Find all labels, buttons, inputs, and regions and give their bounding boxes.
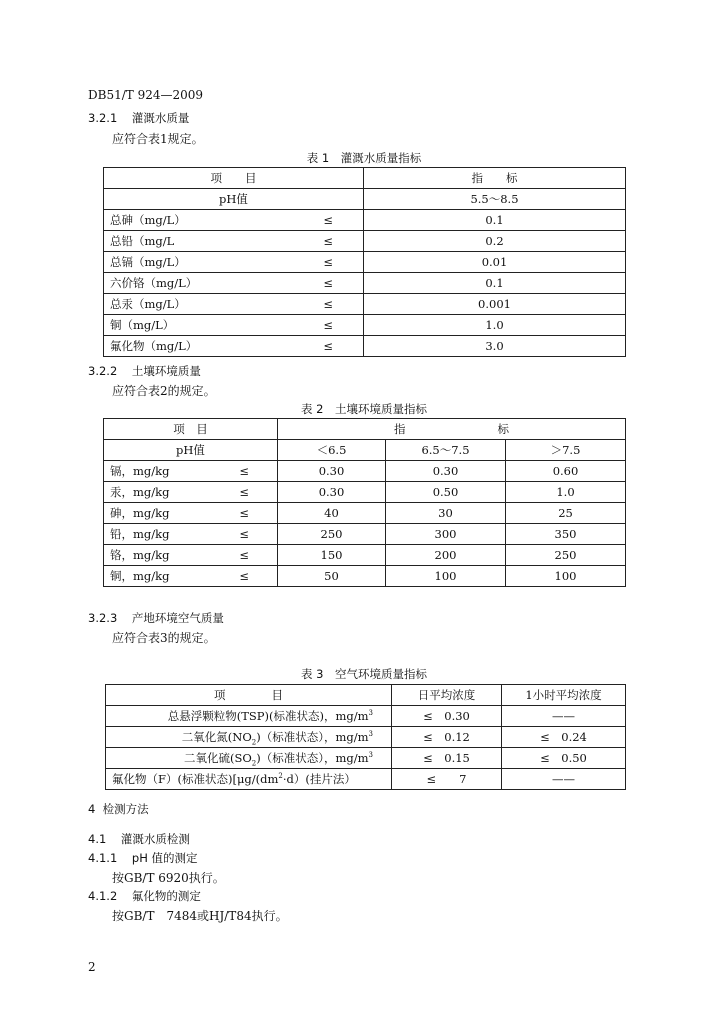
row-label: 总悬浮颗粒物(TSP)(标准状态)，$mg/m^3$ <box>106 706 392 727</box>
row-label: 镉，mg/kg <box>110 464 170 478</box>
header-cell: 日平均浓度 <box>392 685 502 706</box>
row-operator: ≤ <box>239 464 249 478</box>
section-4-heading <box>88 801 149 817</box>
cell-value: 250 <box>506 545 626 566</box>
table-row <box>104 273 626 294</box>
cell-value: 30 <box>386 503 506 524</box>
row-value: 0.01 <box>364 252 626 273</box>
section-number: 4.1.1 <box>88 851 118 865</box>
row-value: 5.5～8.5 <box>364 189 626 210</box>
header-cell: 指 标 <box>278 419 626 440</box>
table-row <box>104 503 626 524</box>
row-label: 铜，mg/kg <box>110 569 170 583</box>
section-title: 土壤环境质量 <box>131 364 201 378</box>
row-operator: ≤ <box>323 297 333 311</box>
cell-value: 0.30 <box>386 461 506 482</box>
row-value: 0.1 <box>364 210 626 231</box>
section-number: 4 <box>88 802 96 816</box>
cell-value: 100 <box>386 566 506 587</box>
row-label: pH值 <box>104 189 364 210</box>
cell-value: 150 <box>278 545 386 566</box>
row-label: 六价铬（mg/L） <box>110 276 198 290</box>
row-label: 汞，mg/kg <box>110 485 170 499</box>
table-3-caption: 表 3 空气环境质量指标 <box>301 667 427 681</box>
cell-value: 50 <box>278 566 386 587</box>
header-cell: 项 目 <box>104 168 364 189</box>
row-value: 0.2 <box>364 231 626 252</box>
table-row <box>104 294 626 315</box>
row-label: 砷，mg/kg <box>110 506 170 520</box>
section-3-2-1-heading <box>88 110 189 126</box>
table-row <box>104 210 626 231</box>
header-cell: 1小时平均浓度 <box>502 685 626 706</box>
section-title: 灌溉水质量 <box>131 111 190 125</box>
section-number: 3.2.3 <box>88 611 118 625</box>
cell-value: 350 <box>506 524 626 545</box>
row-label: 氟化物（mg/L） <box>110 339 198 353</box>
header-cell: 项 目 <box>104 419 278 440</box>
row-value: 0.001 <box>364 294 626 315</box>
section-title: 检测方法 <box>102 802 149 816</box>
cell-value: 0.50 <box>386 482 506 503</box>
row-label: 铬，mg/kg <box>110 548 170 562</box>
table-3 <box>105 684 626 790</box>
daily-value: ≤ 0.12 <box>392 727 502 748</box>
section-3-2-3-text: 应符合表3的规定。 <box>112 631 216 645</box>
section-number: 3.2.1 <box>88 111 118 125</box>
table-row <box>104 524 626 545</box>
section-number: 4.1 <box>88 832 107 846</box>
ph-range-cell: ＜6.5 <box>278 440 386 461</box>
cell-value: 200 <box>386 545 506 566</box>
row-operator: ≤ <box>323 234 333 248</box>
row-label: 总镉（mg/L） <box>110 255 186 269</box>
hourly-value: —— <box>502 706 626 727</box>
section-3-2-2-text: 应符合表2的规定。 <box>112 384 216 398</box>
cell-value: 0.30 <box>278 461 386 482</box>
row-label: 总铅（mg/L <box>110 234 175 248</box>
table-1 <box>103 167 626 357</box>
table-row <box>104 252 626 273</box>
row-operator: ≤ <box>323 318 333 332</box>
row-label: 铅，mg/kg <box>110 527 170 541</box>
page-number: 2 <box>88 960 96 974</box>
table-row <box>104 440 626 461</box>
cell-value: 250 <box>278 524 386 545</box>
table-2 <box>103 418 626 587</box>
cell-value: 1.0 <box>506 482 626 503</box>
row-operator: ≤ <box>239 569 249 583</box>
cell-value: 300 <box>386 524 506 545</box>
row-label: 二氧化硫$(SO_2)$（标准状态），$mg/m^3$ <box>106 748 392 769</box>
table-1-caption: 表 1 灌溉水质量指标 <box>306 151 422 165</box>
row-operator: ≤ <box>323 213 333 227</box>
section-4-1-2-heading <box>88 888 201 904</box>
table-header-row <box>104 419 626 440</box>
section-4-1-heading <box>88 831 190 847</box>
cell-value: 40 <box>278 503 386 524</box>
hourly-value: ≤ 0.24 <box>502 727 626 748</box>
table-row <box>104 566 626 587</box>
table-row <box>104 315 626 336</box>
row-operator: ≤ <box>323 276 333 290</box>
section-4-1-2-text: 按GB/T 7484或HJ/T84执行。 <box>112 909 288 923</box>
cell-value: 0.30 <box>278 482 386 503</box>
ph-range-cell: 6.5～7.5 <box>386 440 506 461</box>
hourly-value: —— <box>502 769 626 790</box>
table-header-row <box>106 685 626 706</box>
section-title: 灌溉水质检测 <box>120 832 190 846</box>
row-label: 总砷（mg/L） <box>110 213 186 227</box>
section-4-1-1-text: 按GB/T 6920执行。 <box>112 871 225 885</box>
daily-value: ≤ 7 <box>392 769 502 790</box>
table-row <box>106 706 626 727</box>
table-row <box>104 461 626 482</box>
section-number: 3.2.2 <box>88 364 118 378</box>
cell-value: 0.60 <box>506 461 626 482</box>
section-title: 氟化物的测定 <box>131 889 201 903</box>
row-label: 氟化物（F）(标准状态)[$\mu g/(dm^2\cdot d)$(挂片法） <box>106 769 392 790</box>
row-operator: ≤ <box>239 506 249 520</box>
section-title: pH 值的测定 <box>131 851 198 865</box>
row-label: 总汞（mg/L） <box>110 297 186 311</box>
header-cell: 指 标 <box>364 168 626 189</box>
table-row <box>104 189 626 210</box>
row-value: 0.1 <box>364 273 626 294</box>
table-row <box>104 231 626 252</box>
row-operator: ≤ <box>239 548 249 562</box>
row-value: 3.0 <box>364 336 626 357</box>
table-header-row <box>104 168 626 189</box>
table-row <box>106 727 626 748</box>
hourly-value: ≤ 0.50 <box>502 748 626 769</box>
section-number: 4.1.2 <box>88 889 118 903</box>
table-2-caption: 表 2 土壤环境质量指标 <box>301 402 427 416</box>
row-operator: ≤ <box>239 527 249 541</box>
table-row <box>104 336 626 357</box>
table-row <box>106 748 626 769</box>
daily-value: ≤ 0.15 <box>392 748 502 769</box>
header-cell: 项 目 <box>106 685 392 706</box>
row-label: pH值 <box>104 440 278 461</box>
row-operator: ≤ <box>239 485 249 499</box>
section-3-2-3-heading <box>88 610 224 626</box>
cell-value: 100 <box>506 566 626 587</box>
table-row <box>104 482 626 503</box>
row-operator: ≤ <box>323 339 333 353</box>
section-title: 产地环境空气质量 <box>131 611 224 625</box>
table-row <box>104 545 626 566</box>
section-3-2-2-heading <box>88 363 201 379</box>
section-3-2-1-text: 应符合表1规定。 <box>112 132 204 146</box>
table-row <box>106 769 626 790</box>
document-id: DB51/T 924—2009 <box>88 88 204 102</box>
row-value: 1.0 <box>364 315 626 336</box>
section-4-1-1-heading <box>88 850 198 866</box>
row-label: 二氧化氮$(NO_2)$（标准状态），$mg/m^3$ <box>106 727 392 748</box>
daily-value: ≤ 0.30 <box>392 706 502 727</box>
row-label: 铜（mg/L） <box>110 318 175 332</box>
ph-range-cell: ＞7.5 <box>506 440 626 461</box>
row-operator: ≤ <box>323 255 333 269</box>
cell-value: 25 <box>506 503 626 524</box>
